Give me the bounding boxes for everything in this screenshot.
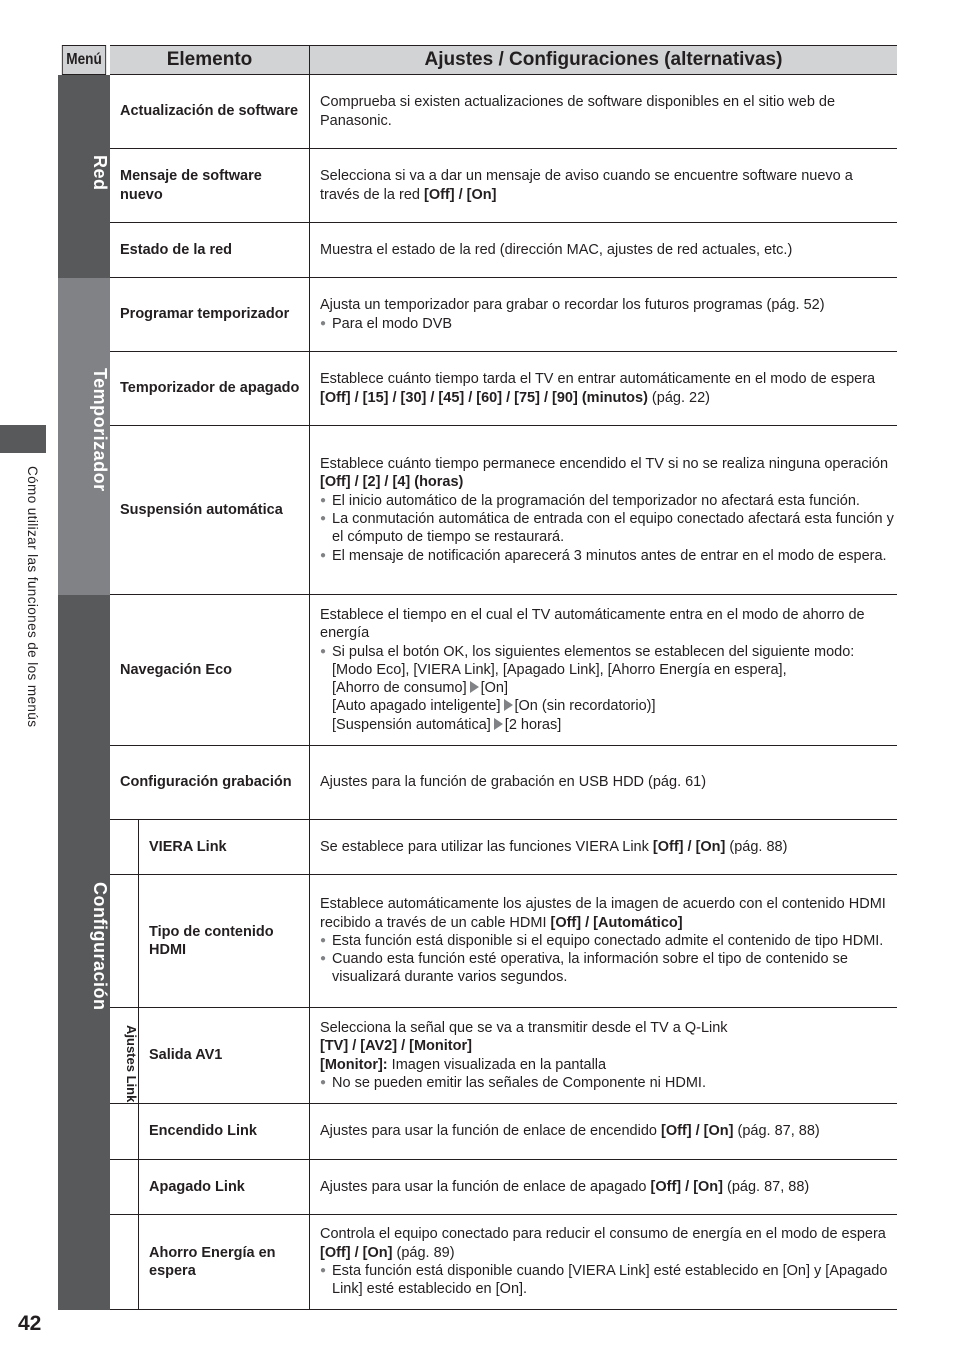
row-desc: Ajustes para usar la función de enlace de apagado [Off] / [On] (pág. 87, 88) bbox=[320, 1178, 810, 1195]
row-desc: Establece cuánto tiempo permanece encendido el TV si no se realiza ninguna operación [Off] / [2] / [4] (horas) ● El inicio automático de la programación del temporizador no afectará esta función. ● La conmutación automática de entrada con el equipo conectado afectará esta función y el cómputo de tiempo se restaurará. ● El mensaje de notificación aparecerá 3 minutos antes de entrar en el modo de espera. bbox=[310, 426, 897, 594]
table-row bbox=[110, 875, 897, 1008]
row-elemento: Navegación Eco bbox=[110, 595, 310, 745]
row-desc: Se establece para utilizar las funciones VIERA Link [Off] / [On] (pág. 88) bbox=[320, 838, 788, 855]
row-desc: Establece el tiempo en el cual el TV automáticamente entra en el modo de ahorro de energía ● Si pulsa el botón OK, los siguientes elementos se establecen del siguiente modo: [Modo Eco], [VIERA Link], [Apagado Link], [Ahorro Energía en espera], [Ahorro de consumo] [On] [Auto apagado inteligente] [On (sin recordatorio)] [Suspensión automática] [2 horas] bbox=[310, 595, 897, 745]
table-row bbox=[110, 1008, 897, 1104]
table-row bbox=[110, 820, 897, 875]
table-row bbox=[110, 1104, 897, 1160]
page-number: 42 bbox=[18, 1312, 42, 1335]
row-desc: Ajustes para usar la función de enlace de encendido [Off] / [On] (pág. 87, 88) bbox=[320, 1123, 820, 1140]
row-elemento: Suspensión automática bbox=[110, 426, 310, 594]
row-desc: Selecciona si va a dar un mensaje de aviso cuando se encuentre software nuevo a través de la red [Off] / [On] bbox=[320, 168, 853, 203]
row-elemento: Estado de la red bbox=[110, 223, 310, 277]
row-elemento: Temporizador de apagado bbox=[110, 352, 310, 425]
table-row bbox=[110, 278, 897, 352]
side-section-label: Cómo utilizar las funciones de los menús bbox=[25, 466, 40, 728]
row-elemento: Apagado Link bbox=[139, 1160, 310, 1214]
row-elemento: Tipo de contenido HDMI bbox=[139, 875, 310, 1007]
row-desc: Comprueba si existen actualizaciones de software disponibles en el sitio web de Panasonic. bbox=[320, 94, 836, 129]
table-row bbox=[110, 595, 897, 746]
menu-band-red bbox=[58, 75, 110, 278]
table-row bbox=[110, 352, 897, 426]
row-elemento: Salida AV1 bbox=[139, 1008, 310, 1103]
row-desc: Muestra el estado de la red (dirección MAC, ajustes de red actuales, etc.) bbox=[320, 241, 793, 258]
arrow-right-icon bbox=[504, 699, 513, 711]
header-ajustes: Ajustes / Configuraciones (alternativas) bbox=[310, 45, 897, 75]
sub-group-label: Ajustes Link bbox=[124, 1025, 139, 1103]
table-row bbox=[110, 426, 897, 595]
menu-label-configuracion: Configuración bbox=[90, 882, 110, 1011]
menu-band-temporizador bbox=[58, 278, 110, 595]
menu-band-configuracion bbox=[58, 595, 110, 1310]
table-row bbox=[110, 1215, 897, 1310]
row-desc: Establece automáticamente los ajustes de la imagen de acuerdo con el contenido HDMI recibido a través de un cable HDMI [Off] / [Automático] ● Esta función está disponible si el equipo conectado admite el contenido de tipo HDMI. ● Cuando esta función esté operativa, la información sobre el tipo de contenido se visualizará durante varios segundos. bbox=[310, 875, 897, 1007]
table-row bbox=[110, 75, 897, 149]
header-elemento: Elemento bbox=[110, 45, 310, 75]
row-desc: Ajustes para la función de grabación en USB HDD (pág. 61) bbox=[320, 774, 707, 791]
row-elemento: VIERA Link bbox=[139, 820, 310, 874]
row-desc: Controla el equipo conectado para reducir el consumo de energía en el modo de espera [Off] / [On] (pág. 89) ● Esta función está disponible cuando [VIERA Link] esté establecido en [On] y [Apagado Link] esté establecido en [On]. bbox=[310, 1215, 897, 1309]
row-desc: Ajusta un temporizador para grabar o recordar los futuros programas (pág. 52) ● Para el modo DVB bbox=[310, 278, 897, 351]
row-elemento: Programar temporizador bbox=[110, 278, 310, 351]
row-elemento: Configuración grabación bbox=[110, 746, 310, 819]
header-menu: Menú bbox=[62, 45, 106, 75]
table-row bbox=[110, 1160, 897, 1215]
row-elemento: Ahorro Energía en espera bbox=[139, 1215, 310, 1309]
table-row bbox=[110, 746, 897, 820]
table-row bbox=[110, 149, 897, 223]
arrow-right-icon bbox=[470, 681, 479, 693]
row-desc: Selecciona la señal que se va a transmitir desde el TV a Q-Link [TV] / [AV2] / [Monitor] [Monitor]: Imagen visualizada en la pantalla ● No se pueden emitir las señales de Componente ni HDMI. bbox=[310, 1008, 897, 1103]
row-elemento: Encendido Link bbox=[139, 1104, 310, 1159]
side-tab-marker bbox=[0, 425, 46, 453]
row-desc: Establece cuánto tiempo tarda el TV en entrar automáticamente en el modo de espera [Off] / [15] / [30] / [45] / [60] / [75] / [90] (minutos) (pág. 22) bbox=[320, 371, 876, 406]
arrow-right-icon bbox=[494, 718, 503, 730]
menu-label-red: Red bbox=[90, 155, 110, 191]
row-elemento: Mensaje de software nuevo bbox=[110, 149, 310, 222]
menu-label-temporizador: Temporizador bbox=[90, 368, 110, 492]
row-elemento: Actualización de software bbox=[110, 75, 310, 148]
table-row bbox=[110, 223, 897, 278]
